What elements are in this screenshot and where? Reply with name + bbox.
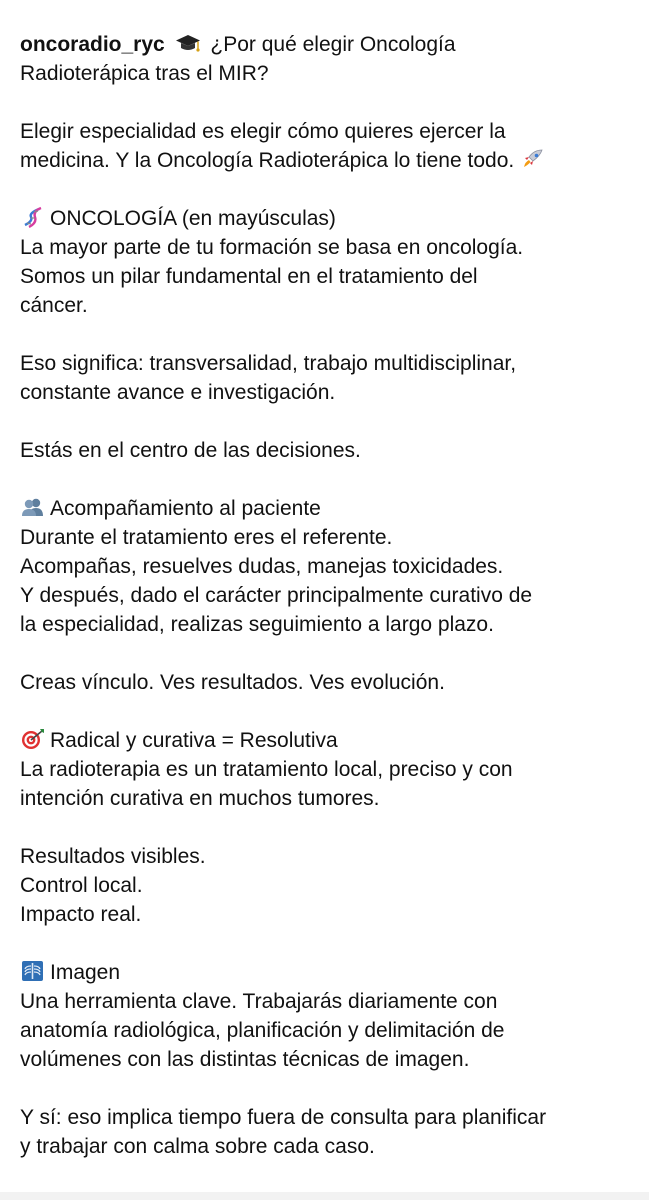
paragraph-gap: [20, 639, 632, 668]
body-line: Y sí: eso implica tiempo fuera de consulta para planificar: [20, 1106, 547, 1129]
body-line: Estás en el centro de las decisiones.: [20, 439, 361, 462]
paragraph-gap: [20, 88, 632, 117]
body-line: la especialidad, realizas seguimiento a largo plazo.: [20, 613, 494, 636]
paragraph-gap: [20, 813, 632, 842]
rocket-icon: [520, 148, 546, 170]
paragraph-gap: [20, 929, 632, 958]
target-icon: [20, 728, 46, 750]
section-heading-radical: [20, 726, 632, 755]
body-line: y trabajar con calma sobre cada caso.: [20, 1135, 375, 1158]
body-line: intención curativa en muchos tumores.: [20, 787, 380, 810]
paragraph-gap: [20, 407, 632, 436]
body-line: La radioterapia es un tratamiento local, preciso y con: [20, 758, 513, 781]
x-ray-icon: [20, 960, 46, 982]
section-heading-acompanamiento: [20, 494, 632, 523]
bottom-divider: [0, 1192, 649, 1200]
section-heading-imagen: [20, 958, 632, 987]
body-line: anatomía radiológica, planificación y delimitación de: [20, 1019, 505, 1042]
body-line: Resultados visibles.: [20, 845, 206, 868]
body-line: Una herramienta clave. Trabajarás diariamente con: [20, 990, 498, 1013]
dna-icon: [20, 206, 46, 228]
body-line: constante avance e investigación.: [20, 381, 336, 404]
section-heading-text: Radical y curativa = Resolutiva: [50, 729, 338, 752]
section-heading-text: Acompañamiento al paciente: [50, 497, 321, 520]
post-caption: [20, 30, 632, 1161]
body-line: Somos un pilar fundamental en el tratamiento del: [20, 265, 478, 288]
section-heading-text: Imagen: [50, 961, 121, 984]
username-link[interactable]: oncoradio_ryc: [20, 33, 165, 56]
body-line: Creas vínculo. Ves resultados. Ves evolución.: [20, 671, 445, 694]
body-line: La mayor parte de tu formación se basa en oncología.: [20, 236, 524, 259]
body-line: Acompañas, resuelves dudas, manejas toxicidades.: [20, 555, 504, 578]
title-text: ¿Por qué elegir Oncología: [210, 33, 456, 56]
graduation-cap-icon: [175, 32, 201, 54]
body-line: volúmenes con las distintas técnicas de imagen.: [20, 1048, 470, 1071]
body-line: Impacto real.: [20, 903, 142, 926]
body-line: cáncer.: [20, 294, 88, 317]
paragraph-gap: [20, 320, 632, 349]
title-text-continued: Radioterápica tras el MIR?: [20, 62, 269, 85]
intro-line: Elegir especialidad es elegir cómo quieres ejercer la: [20, 120, 506, 143]
body-line: Eso significa: transversalidad, trabajo multidisciplinar,: [20, 352, 517, 375]
body-line: Y después, dado el carácter principalmente curativo de: [20, 584, 533, 607]
paragraph-gap: [20, 175, 632, 204]
people-icon: [20, 496, 46, 518]
paragraph-gap: [20, 697, 632, 726]
paragraph-gap: [20, 465, 632, 494]
intro-text: medicina. Y la Oncología Radioterápica lo tiene todo.: [20, 149, 515, 172]
paragraph-gap: [20, 1074, 632, 1103]
section-heading-oncologia: [20, 204, 632, 233]
caption-title-line: [20, 30, 632, 59]
body-line: Control local.: [20, 874, 143, 897]
intro-line: [20, 146, 632, 175]
body-line: Durante el tratamiento eres el referente.: [20, 526, 393, 549]
section-heading-text: ONCOLOGÍA (en mayúsculas): [50, 207, 336, 230]
